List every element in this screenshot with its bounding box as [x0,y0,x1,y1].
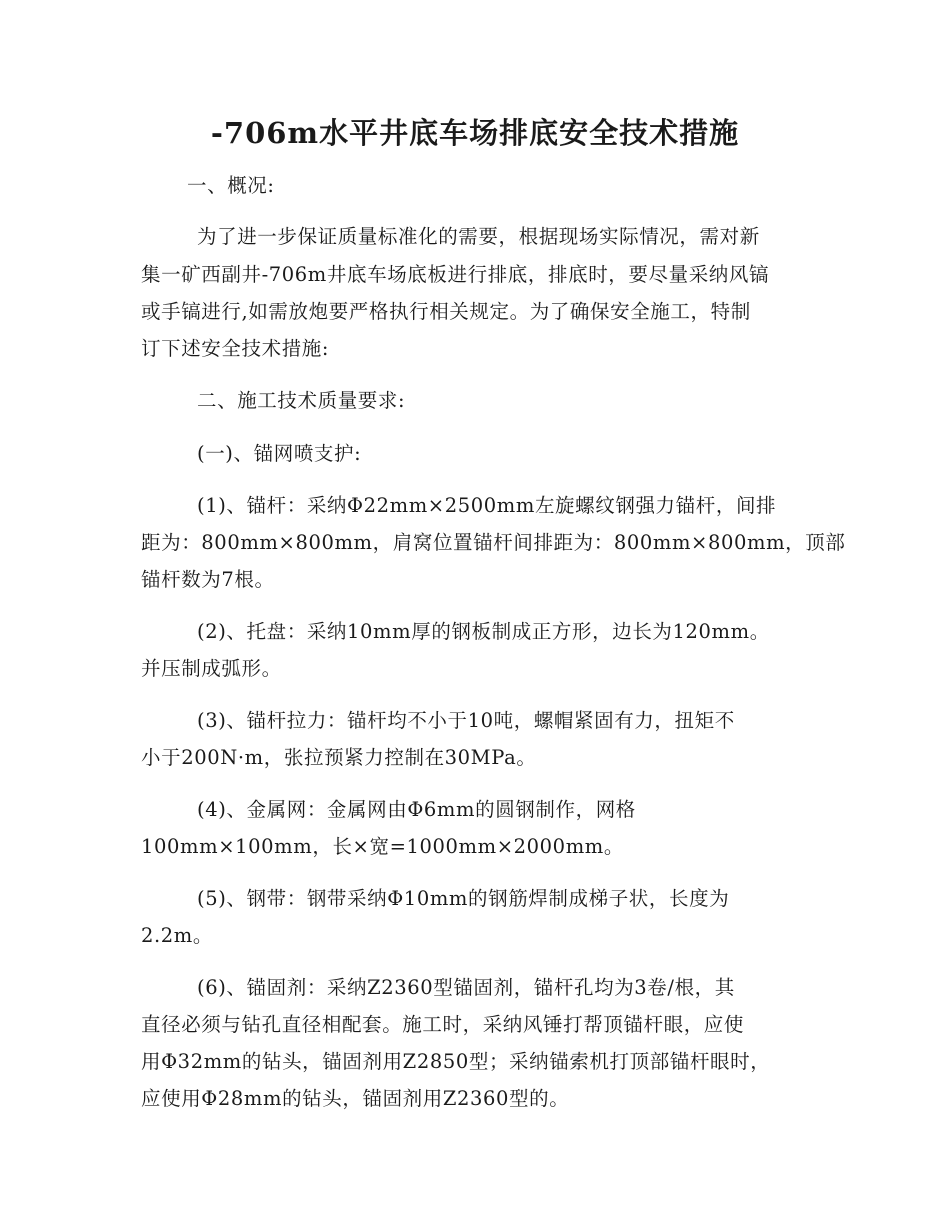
overview-paragraph-line: 为了进一步保证质量标准化的需要，根据现场实际情况，需对新 [197,225,760,248]
overview-paragraph-line: 集一矿西副井-706m井底车场底板进行排底，排底时，要尽量采纳风镐 [141,263,770,286]
item-tray-line: 并压制成弧形。 [141,657,282,680]
item-steel-strip-line: (5)、钢带：钢带采纳Φ10mm的钢筋焊制成梯子状，长度为 [197,887,730,910]
item-anchoring-agent-line: 直径必须与钻孔直径相配套。施工时，采纳风锤打帮顶锚杆眼，应使 [141,1013,745,1036]
item-metal-mesh-line: 100mm×100mm，长×宽=1000mm×2000mm。 [141,835,624,858]
item-anchoring-agent-line: 应使用Φ28mm的钻头，锚固剂用Z2360型的。 [141,1087,570,1110]
overview-paragraph-line: 订下述安全技术措施: [141,337,330,360]
item-steel-strip-line: 2.2m。 [141,924,214,947]
item-metal-mesh-line: (4)、金属网：金属网由Φ6mm的圆钢制作，网格 [197,798,636,821]
subsection-heading-anchor-mesh-support: (一)、锚网喷支护: [197,442,362,465]
item-anchor-bolt-line: (1)、锚杆：采纳Φ22mm×2500mm左旋螺纹钢强力锚杆，间排 [197,494,777,517]
item-anchoring-agent-line: (6)、锚固剂：采纳Z2360型锚固剂，锚杆孔均为3卷/根，其 [197,976,735,999]
item-anchor-bolt-line: 锚杆数为7根。 [141,568,275,591]
section-heading-overview: 一、概况: [187,174,275,197]
item-bolt-tension-line: 小于200N·m，张拉预紧力控制在30MPa。 [141,746,537,769]
item-tray-line: (2)、托盘：采纳10mm厚的钢板制成正方形，边长为120mm。 [197,620,770,643]
item-bolt-tension-line: (3)、锚杆拉力：锚杆均不小于10吨，螺帽紧固有力，扭矩不 [197,709,735,732]
item-anchoring-agent-line: 用Φ32mm的钻头，锚固剂用Z2850型；采纳锚索机打顶部锚杆眼时， [141,1050,771,1073]
section-heading-construction-requirements: 二、施工技术质量要求: [197,389,406,412]
overview-paragraph-line: 或手镐进行,如需放炮要严格执行相关规定。为了确保安全施工，特制 [141,300,751,323]
item-anchor-bolt-line: 距为：800mm×800mm，肩窝位置锚杆间排距为：800mm×800mm，顶部 [141,531,846,554]
document-title: -706m水平井底车场排底安全技术措施 [210,116,740,150]
